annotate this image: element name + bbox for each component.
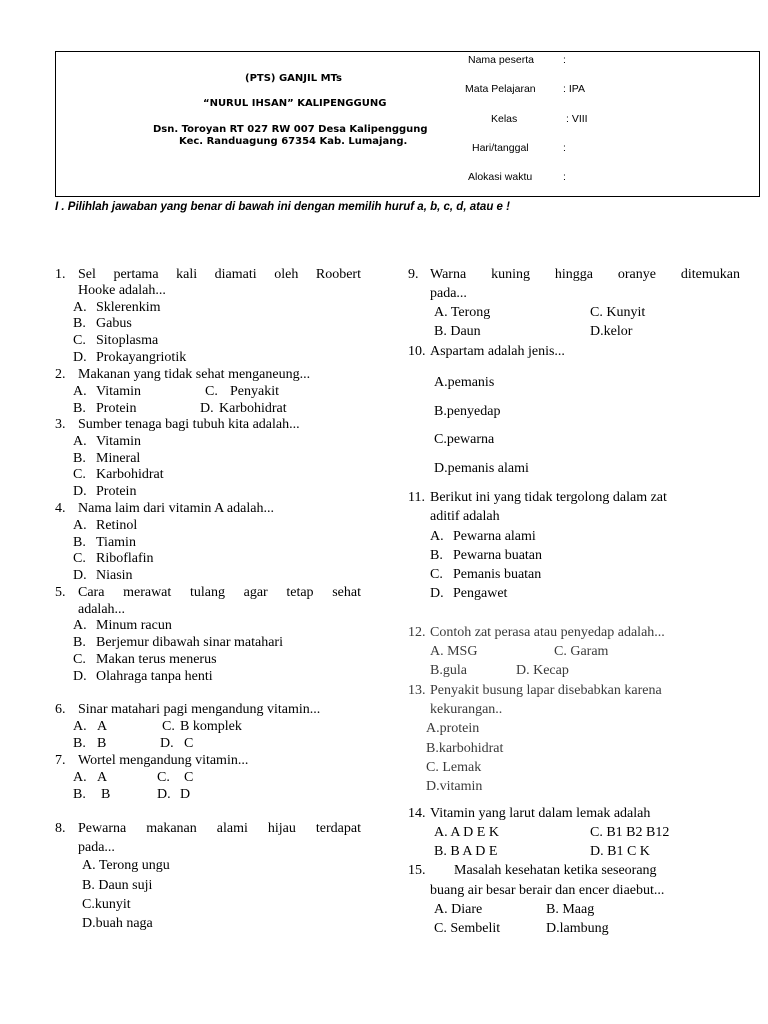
q5-text-cont: adalah...: [78, 602, 126, 617]
q1-option-d-letter: D.: [73, 350, 87, 365]
q4-option-a-letter: A.: [73, 518, 87, 533]
q9-number: 9.: [408, 267, 419, 282]
q5-option-d[interactable]: Olahraga tanpa henti: [96, 669, 213, 684]
q2-number: 2.: [55, 367, 66, 382]
q11-option-c[interactable]: Pemanis buatan: [453, 567, 542, 582]
q2-option-d-letter: D.: [200, 401, 214, 416]
q2-option-a[interactable]: Vitamin: [96, 384, 142, 399]
q4-option-c-letter: C.: [73, 551, 86, 566]
q4-option-c[interactable]: Riboflafin: [96, 551, 154, 566]
q2-option-a-letter: A.: [73, 384, 87, 399]
q14-option-a[interactable]: A. A D E K: [434, 825, 499, 840]
q6-option-d-letter: D.: [160, 736, 174, 751]
q12-option-d[interactable]: D. Kecap: [516, 663, 569, 678]
q7-option-c-letter: C.: [157, 770, 170, 785]
q7-option-a-letter: A.: [73, 770, 87, 785]
q1-option-b-letter: B.: [73, 316, 86, 331]
q15-text: Masalah kesehatan ketika seseorang: [454, 863, 657, 878]
q1-text: Sel pertama kali diamati oleh Roobert: [78, 267, 361, 282]
meta-value-hari: :: [563, 142, 566, 154]
q15-option-b[interactable]: B. Maag: [546, 902, 595, 917]
q11-option-d[interactable]: Pengawet: [453, 586, 508, 601]
q3-text: Sumber tenaga bagi tubuh kita adalah...: [78, 417, 300, 432]
q1-option-d[interactable]: Prokayangriotik: [96, 350, 187, 365]
q8-option-a[interactable]: A. Terong ungu: [82, 858, 170, 873]
q13-text-cont: kekurangan..: [430, 702, 503, 717]
q7-option-d-letter: D.: [157, 787, 171, 802]
q6-option-a[interactable]: A: [97, 719, 108, 734]
q10-option-c[interactable]: C.pewarna: [434, 432, 495, 447]
q6-option-c[interactable]: B komplek: [180, 719, 242, 734]
q1-number: 1.: [55, 267, 66, 282]
q1-text-cont: Hooke adalah...: [78, 283, 166, 298]
q6-option-d[interactable]: C: [184, 736, 194, 751]
q7-option-d[interactable]: D: [180, 787, 191, 802]
q4-option-a[interactable]: Retinol: [96, 518, 138, 533]
q11-text: Berikut ini yang tidak tergolong dalam zat: [430, 490, 667, 505]
q9-text: Warna kuning hingga oranye ditemukan: [430, 267, 740, 282]
q9-option-a[interactable]: A. Terong: [434, 305, 491, 320]
q5-number: 5.: [55, 585, 66, 600]
q3-option-c[interactable]: Karbohidrat: [96, 467, 164, 482]
q10-number: 10.: [408, 344, 426, 359]
q15-option-d[interactable]: D.lambung: [546, 921, 609, 936]
q6-option-b-letter: B.: [73, 736, 86, 751]
q9-option-c[interactable]: C. Kunyit: [590, 305, 646, 320]
meta-label-kelas: Kelas: [491, 113, 518, 125]
q11-text-cont: aditif adalah: [430, 509, 500, 524]
q3-option-a-letter: A.: [73, 434, 87, 449]
instruction: I . Pilihlah jawaban yang benar di bawah ini dengan memilih huruf a, b, c, d, atau e !: [55, 201, 510, 213]
q12-number: 12.: [408, 625, 426, 640]
q11-option-a[interactable]: Pewarna alami: [453, 529, 536, 544]
q4-number: 4.: [55, 501, 66, 516]
q5-option-a-letter: A.: [73, 618, 87, 633]
q11-option-b-letter: B.: [430, 548, 443, 563]
q2-option-c[interactable]: Penyakit: [230, 384, 279, 399]
q14-number: 14.: [408, 806, 426, 821]
q2-option-b[interactable]: Protein: [96, 401, 137, 416]
q13-option-d[interactable]: D.vitamin: [426, 779, 483, 794]
q7-option-b[interactable]: B: [101, 787, 111, 802]
q13-number: 13.: [408, 683, 426, 698]
q4-option-d-letter: D.: [73, 568, 87, 583]
q8-number: 8.: [55, 821, 66, 836]
q8-text: Pewarna makanan alami hijau terdapat: [78, 821, 361, 836]
meta-label-hari: Hari/tanggal: [472, 142, 529, 154]
q5-option-c-letter: C.: [73, 652, 86, 667]
q4-option-b-letter: B.: [73, 535, 86, 550]
q4-text: Nama laim dari vitamin A adalah...: [78, 501, 274, 516]
q5-option-b[interactable]: Berjemur dibawah sinar matahari: [96, 635, 283, 650]
q15-number: 15.: [408, 863, 426, 878]
q3-option-d-letter: D.: [73, 484, 87, 499]
q1-option-c-letter: C.: [73, 333, 86, 348]
meta-label-waktu: Alokasi waktu: [468, 171, 533, 183]
q6-number: 6.: [55, 702, 66, 717]
q9-text-cont: pada...: [430, 286, 467, 301]
q10-option-b[interactable]: B.penyedap: [434, 404, 501, 419]
meta-value-waktu: :: [563, 171, 566, 183]
q5-text: Cara merawat tulang agar tetap sehat: [78, 585, 361, 600]
q7-number: 7.: [55, 753, 66, 768]
meta-label-mapel: Mata Pelajaran: [465, 83, 536, 95]
q15-text-cont: buang air besar berair dan encer diaebut...: [430, 883, 665, 898]
q9-option-d[interactable]: D.kelor: [590, 324, 633, 339]
header-line1: (PTS) GANJIL MTs: [245, 73, 342, 84]
meta-label-nama: Nama peserta: [468, 54, 534, 66]
q1-option-a[interactable]: Sklerenkim: [96, 300, 161, 315]
q12-option-a[interactable]: A. MSG: [430, 644, 478, 659]
q6-option-a-letter: A.: [73, 719, 87, 734]
meta-value-kelas: : VIII: [566, 113, 588, 125]
q6-option-c-letter: C.: [162, 719, 175, 734]
meta-value-nama: :: [563, 54, 566, 66]
q11-option-b[interactable]: Pewarna buatan: [453, 548, 543, 563]
q1-option-a-letter: A.: [73, 300, 87, 315]
q8-option-d[interactable]: D.buah naga: [82, 916, 153, 931]
q6-option-b[interactable]: B: [97, 736, 107, 751]
q12-option-b[interactable]: B.gula: [430, 663, 467, 678]
q14-option-b[interactable]: B. B A D E: [434, 844, 498, 859]
q14-text: Vitamin yang larut dalam lemak adalah: [430, 806, 651, 821]
q2-option-c-letter: C.: [205, 384, 218, 399]
q10-text: Aspartam adalah jenis...: [430, 344, 565, 359]
q1-option-c[interactable]: Sitoplasma: [96, 333, 159, 348]
q3-number: 3.: [55, 417, 66, 432]
q5-option-d-letter: D.: [73, 669, 87, 684]
q7-option-a[interactable]: A: [97, 770, 108, 785]
q1-option-b[interactable]: Gabus: [96, 316, 132, 331]
q8-option-c[interactable]: C.kunyit: [82, 897, 131, 912]
q13-option-c[interactable]: C. Lemak: [426, 760, 482, 775]
q11-option-c-letter: C.: [430, 567, 443, 582]
q11-option-a-letter: A.: [430, 529, 444, 544]
q3-option-a[interactable]: Vitamin: [96, 434, 142, 449]
q3-option-c-letter: C.: [73, 467, 86, 482]
q12-text: Contoh zat perasa atau penyedap adalah...: [430, 625, 665, 640]
q12-option-c[interactable]: C. Garam: [554, 644, 609, 659]
q6-text: Sinar matahari pagi mengandung vitamin...: [78, 702, 321, 717]
q2-text: Makanan yang tidak sehat menganeung...: [78, 367, 311, 382]
q9-option-b[interactable]: B. Daun: [434, 324, 481, 339]
q5-option-a[interactable]: Minum racun: [96, 618, 172, 633]
q2-option-b-letter: B.: [73, 401, 86, 416]
q13-text: Penyakit busung lapar disebabkan karena: [430, 683, 662, 698]
q3-option-d[interactable]: Protein: [96, 484, 137, 499]
q4-option-b[interactable]: Tiamin: [96, 535, 136, 550]
q5-option-b-letter: B.: [73, 635, 86, 650]
q15-option-c[interactable]: C. Sembelit: [434, 921, 501, 936]
q7-option-c[interactable]: C: [184, 770, 194, 785]
q4-option-d[interactable]: Niasin: [96, 568, 133, 583]
q13-option-b[interactable]: B.karbohidrat: [426, 741, 504, 756]
header-line4: Kec. Randuagung 67354 Kab. Lumajang.: [179, 136, 408, 147]
header-line2: “NURUL IHSAN” KALIPENGGUNG: [203, 98, 387, 109]
q10-option-a[interactable]: A.pemanis: [434, 375, 495, 390]
q15-option-a[interactable]: A. Diare: [434, 902, 483, 917]
q5-option-c[interactable]: Makan terus menerus: [96, 652, 217, 667]
q13-option-a[interactable]: A.protein: [426, 721, 480, 736]
meta-value-mapel: : IPA: [563, 83, 585, 95]
q10-option-d[interactable]: D.pemanis alami: [434, 461, 529, 476]
q3-option-b-letter: B.: [73, 451, 86, 466]
q7-option-b-letter: B.: [73, 787, 86, 802]
q11-option-d-letter: D.: [430, 586, 444, 601]
q11-number: 11.: [408, 490, 425, 505]
q14-option-c[interactable]: C. B1 B2 B12: [590, 825, 670, 840]
q8-text-cont: pada...: [78, 840, 115, 855]
q3-option-b[interactable]: Mineral: [96, 451, 141, 466]
q14-option-d[interactable]: D. B1 C K: [590, 844, 650, 859]
q7-text: Wortel mengandung vitamin...: [78, 753, 249, 768]
q2-option-d[interactable]: Karbohidrat: [219, 401, 287, 416]
q8-option-b[interactable]: B. Daun suji: [82, 878, 153, 893]
header-line3: Dsn. Toroyan RT 027 RW 007 Desa Kalipenggung: [153, 124, 428, 135]
